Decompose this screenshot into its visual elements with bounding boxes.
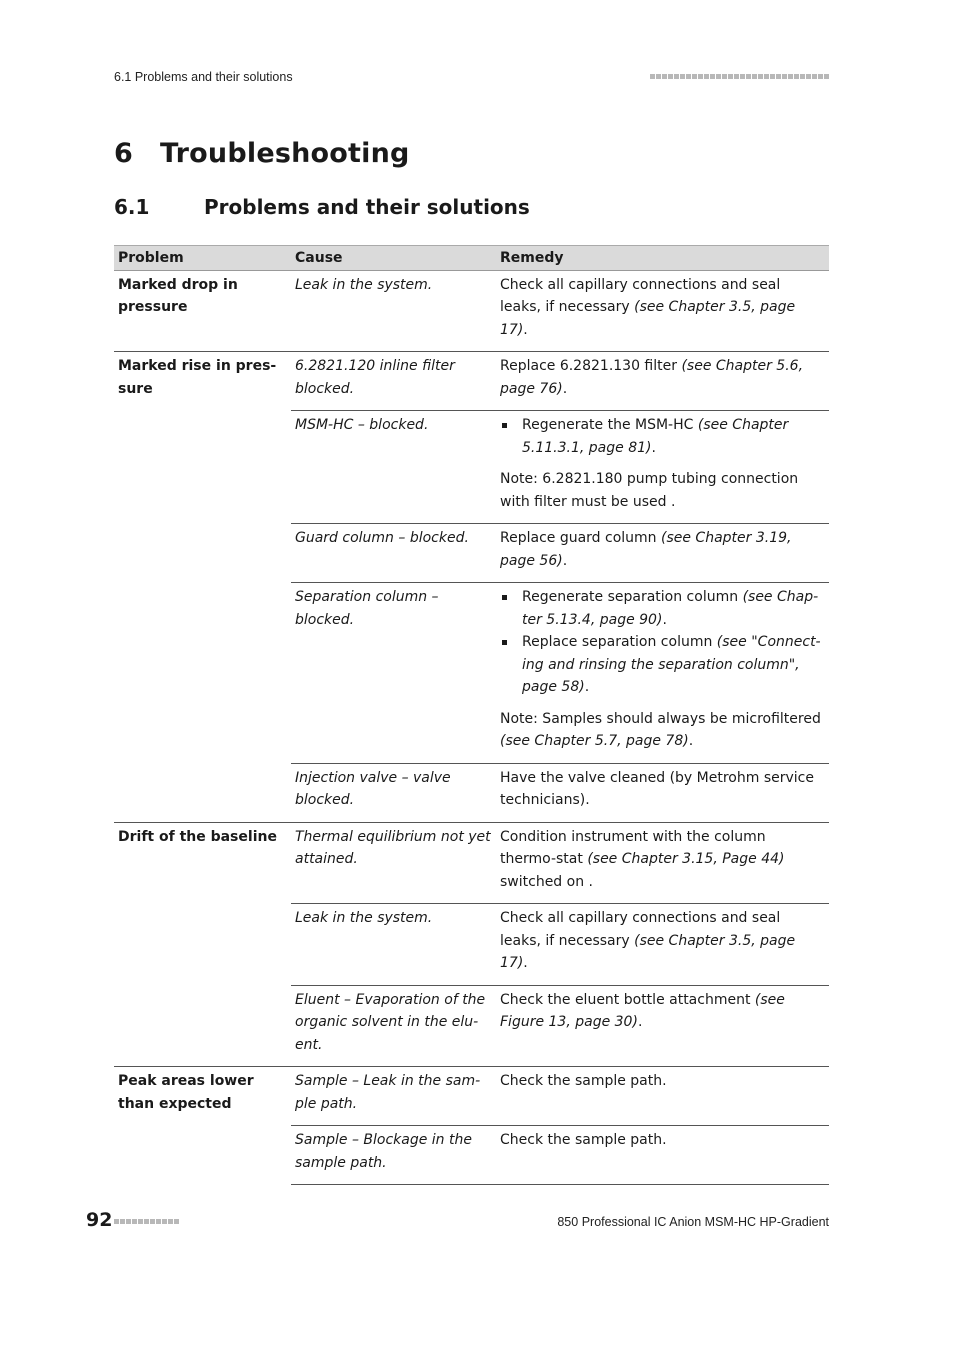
cross-reference[interactable]: (see Chapter 3.5, page 17) [500, 932, 796, 971]
cross-reference[interactable]: (see Chapter 3.5, page 17) [500, 299, 796, 338]
remedy-list [500, 586, 825, 699]
problem-cell: Marked drop in pressure [118, 276, 238, 315]
remedy-note [500, 708, 825, 753]
remedy-text: Check all capillary connections and seal leaks, if necessary [500, 910, 781, 949]
problem-cell: Peak areas lower than expected [114, 1067, 291, 1185]
cause-cell: Leak in the system. [295, 276, 433, 293]
chapter-number: 6 [114, 138, 133, 169]
cross-reference[interactable]: (see Chapter 3.15, Page 44) [587, 851, 785, 867]
remedy-text: Replace 6.2821.130 filter [500, 358, 682, 374]
remedy-note: Note: 6.2821.180 pump tubing connection with filter must be used . [500, 471, 799, 510]
table-row [114, 270, 829, 352]
remedy-cell: Check the sample path. [496, 1067, 829, 1126]
cross-reference[interactable]: (see Chapter 5.6, page 76) [500, 358, 804, 397]
cause-cell: Guard column – blocked. [291, 524, 496, 583]
cross-reference[interactable]: (see Chapter 3.19, page 56) [500, 530, 792, 569]
remedy-list [500, 414, 825, 459]
table-row [114, 1067, 829, 1126]
footer-decoration-squares [114, 1219, 179, 1224]
section-title [114, 195, 530, 219]
remedy-text-end: . [562, 380, 568, 397]
cause-cell: Sample – Blockage in the sample path. [291, 1126, 496, 1185]
note-text: Note: Samples should always be microfiltered [500, 710, 821, 727]
page-number: 92 [86, 1209, 113, 1231]
problem-cell: Drift of the baseline [114, 822, 291, 1067]
remedy-text: Replace separation column [522, 634, 717, 650]
list-item [500, 586, 825, 631]
cross-reference[interactable]: (see Chap-ter 5.13.4, page 90) [522, 589, 819, 628]
list-item [500, 414, 825, 459]
table-row [114, 822, 829, 904]
cause-cell: Separation column – blocked. [291, 583, 496, 764]
cause-cell: Injection valve – valve blocked. [291, 763, 496, 822]
remedy-text-end: . [523, 955, 528, 971]
cause-cell: Eluent – Evaporation of the organic solvent in the elu-ent. [291, 985, 496, 1067]
remedy-cell: Check the sample path. [496, 1126, 829, 1185]
problem-cell: Marked rise in pres-sure [114, 352, 291, 823]
cause-cell: Sample – Leak in the sam-ple path. [291, 1067, 496, 1126]
note-text-end: . [688, 733, 694, 749]
header-section-label: 6.1 Problems and their solutions [114, 70, 293, 84]
cross-reference[interactable]: (see "Connect-ing and rinsing the separation column", page 58) [522, 634, 821, 695]
cross-reference[interactable]: (see Chapter 5.11.3.1, page 81) [522, 417, 789, 456]
list-item [500, 631, 825, 699]
troubleshooting-table [114, 245, 829, 1185]
remedy-text-end: . [562, 552, 568, 569]
remedy-cell [496, 270, 829, 352]
remedy-text: Condition instrument with the column thermo-stat [500, 828, 766, 867]
remedy-text-end: . [651, 439, 656, 456]
remedy-text: Replace guard column [500, 530, 661, 546]
section-title-text: Problems and their solutions [204, 195, 530, 219]
remedy-cell [496, 524, 829, 583]
remedy-cell [496, 822, 829, 904]
header-remedy: Remedy [496, 246, 829, 271]
cause-cell: 6.2821.120 inline filter blocked. [291, 352, 496, 411]
cause-cell: Thermal equilibrium not yet attained. [291, 822, 496, 904]
header-cause: Cause [291, 246, 496, 271]
remedy-cell [496, 904, 829, 986]
remedy-text-end: switched on . [500, 873, 593, 890]
remedy-cell [496, 352, 829, 411]
header-decoration-squares [650, 74, 829, 79]
chapter-title [114, 138, 410, 169]
remedy-text-end: . [584, 679, 590, 695]
remedy-cell [496, 583, 829, 764]
table-header-row [114, 246, 829, 271]
footer-document-title: 850 Professional IC Anion MSM-HC HP-Gradient [557, 1215, 829, 1229]
remedy-text-end: . [662, 611, 667, 628]
remedy-text: Regenerate separation column [522, 589, 743, 605]
remedy-text: Check the eluent bottle attachment [500, 991, 755, 1008]
table-row [114, 352, 829, 411]
remedy-text: Check all capillary connections and seal leaks, if necessary [500, 276, 781, 315]
cause-cell: Leak in the system. [291, 904, 496, 986]
remedy-text-end: . [637, 1014, 643, 1030]
remedy-text: Regenerate the MSM-HC [522, 417, 698, 433]
section-number: 6.1 [114, 195, 150, 219]
cause-cell: MSM-HC – blocked. [291, 411, 496, 524]
remedy-text-end: . [523, 321, 528, 338]
remedy-cell [496, 985, 829, 1067]
cross-reference[interactable]: (see Figure 13, page 30) [500, 991, 785, 1030]
cross-reference[interactable]: (see Chapter 5.7, page 78) [500, 733, 689, 749]
header-problem: Problem [114, 246, 291, 271]
chapter-title-text: Troubleshooting [160, 138, 410, 169]
remedy-cell: Have the valve cleaned (by Metrohm service technicians). [496, 763, 829, 822]
remedy-cell [496, 411, 829, 524]
running-header [114, 70, 829, 88]
